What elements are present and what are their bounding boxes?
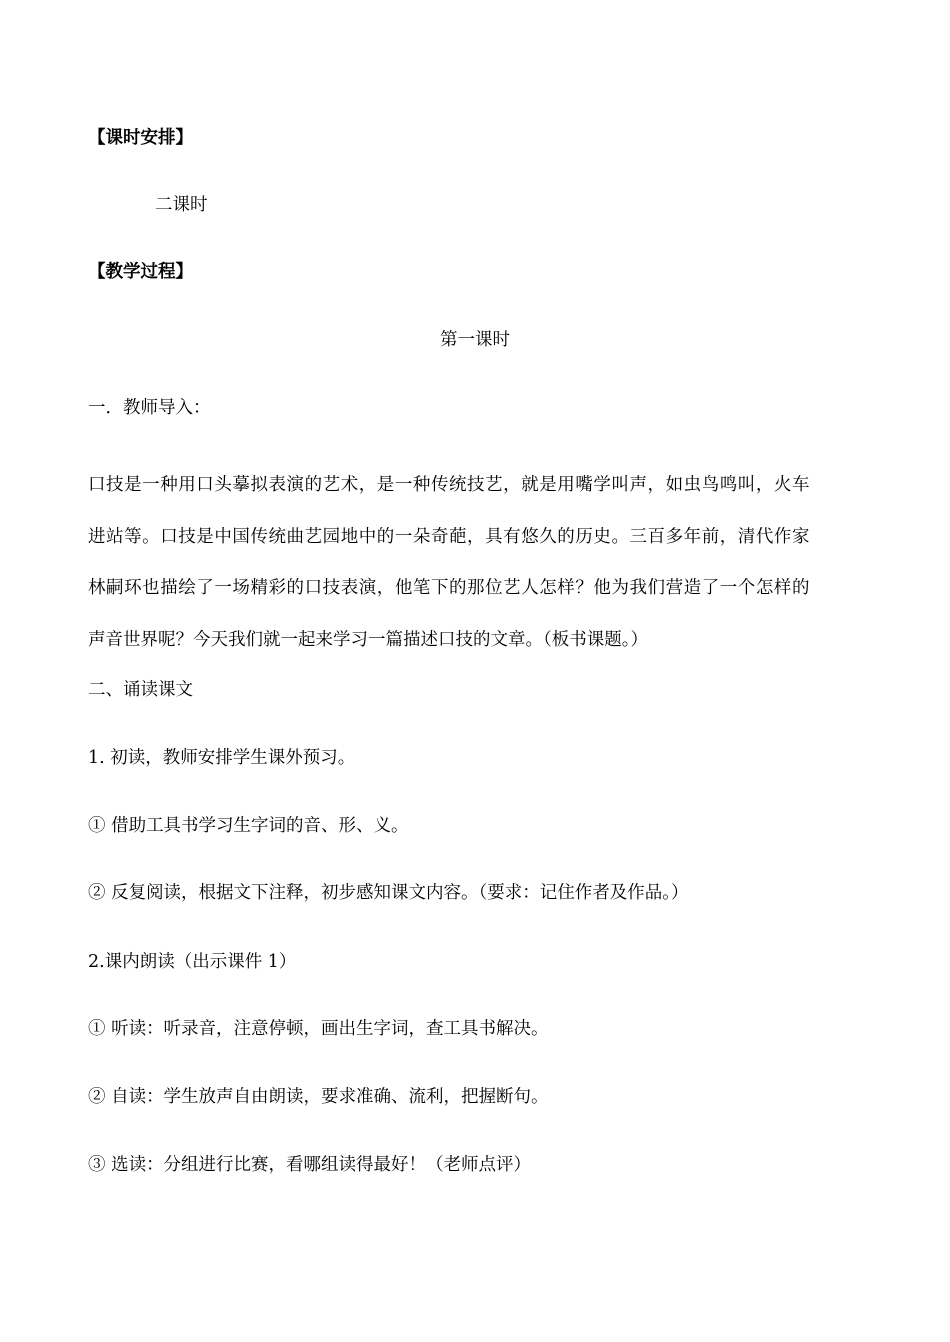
- step2-item: ② 自读：学生放声自由朗读，要求准确、流利，把握断句。: [88, 1087, 549, 1107]
- part2-heading: 二、诵读课文: [88, 680, 193, 700]
- step1-item: ② 反复阅读，根据文下注释，初步感知课文内容。（要求：记住作者及作品。）: [88, 883, 689, 903]
- schedule-heading: 【课时安排】: [88, 128, 193, 148]
- process-heading: 【教学过程】: [88, 262, 193, 282]
- step2-item: ① 听读：听录音，注意停顿，画出生字词，查工具书解决。: [88, 1019, 549, 1039]
- paragraph-line: 林嗣环也描绘了一场精彩的口技表演，他笔下的那位艺人怎样？他为我们营造了一个怎样的: [88, 578, 810, 598]
- step1-heading: 1. 初读，教师安排学生课外预习。: [88, 748, 356, 768]
- part1-heading: 一．教师导入：: [88, 398, 211, 418]
- step2-item: ③ 选读：分组进行比赛，看哪组读得最好！（老师点评）: [88, 1155, 532, 1175]
- paragraph-line: 进站等。口技是中国传统曲艺园地中的一朵奇葩，具有悠久的历史。三百多年前，清代作家: [88, 526, 810, 547]
- paragraph-line: 声音世界呢？今天我们就一起来学习一篇描述口技的文章。（板书课题。）: [88, 629, 648, 650]
- paragraph-line: 口技是一种用口头摹拟表演的艺术，是一种传统技艺，就是用嘴学叫声，如虫鸟鸣叫，火车: [88, 475, 810, 495]
- intro-paragraph: [88, 460, 858, 666]
- step1-item: ① 借助工具书学习生字词的音、形、义。: [88, 816, 409, 836]
- lesson-title: 第一课时: [440, 330, 510, 350]
- schedule-value: 二课时: [155, 195, 208, 215]
- step2-heading: 2.课内朗读（出示课件 1）: [88, 952, 297, 972]
